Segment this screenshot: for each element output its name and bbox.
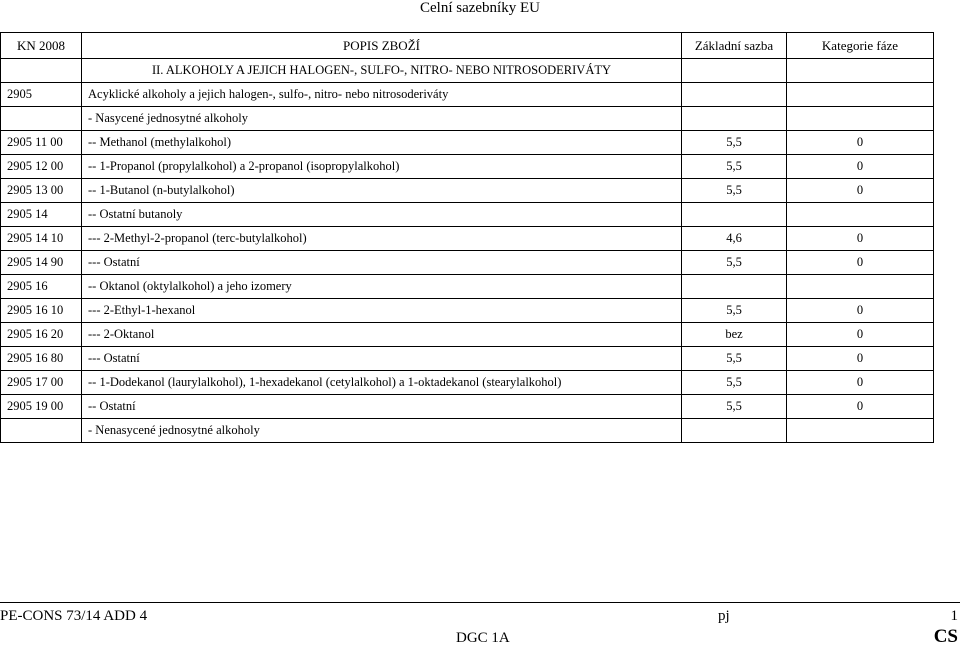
base-rate-cell: [682, 203, 787, 227]
table-row: [1, 323, 934, 347]
base-rate-cell: 5,5: [682, 131, 787, 155]
category-cell: 0: [787, 251, 934, 275]
table-row: [1, 179, 934, 203]
footer-language-code: CS: [933, 626, 958, 647]
kn-cell: 2905 11 00: [1, 131, 82, 155]
description-cell: - Nenasycené jednosytné alkoholy: [82, 419, 682, 443]
footer-document-ref: PE-CONS 73/14 ADD 4: [0, 608, 148, 624]
table-row: [1, 131, 934, 155]
kn-cell: 2905 19 00: [1, 395, 82, 419]
category-cell: 0: [787, 323, 934, 347]
kn-cell: 2905 14 10: [1, 227, 82, 251]
kn-cell: 2905 13 00: [1, 179, 82, 203]
table-row: [1, 275, 934, 299]
category-cell: [787, 107, 934, 131]
base-rate-cell: 5,5: [682, 251, 787, 275]
base-rate-cell: [682, 275, 787, 299]
description-cell: -- Ostatní: [82, 395, 682, 419]
description-cell: --- Ostatní: [82, 347, 682, 371]
category-cell: 0: [787, 227, 934, 251]
category-cell: 0: [787, 155, 934, 179]
kn-cell: [1, 59, 82, 83]
kn-cell: 2905 14: [1, 203, 82, 227]
footer-divider: [0, 602, 960, 603]
table-row: [1, 347, 934, 371]
description-cell: --- 2-Methyl-2-propanol (terc-butylalkohol): [82, 227, 682, 251]
table-header-row: [1, 33, 934, 59]
category-cell: [787, 203, 934, 227]
table-row: [1, 155, 934, 179]
description-cell: -- Methanol (methylalkohol): [82, 131, 682, 155]
description-cell: -- 1-Dodekanol (laurylalkohol), 1-hexadekanol (cetylalkohol) a 1-oktadekanol (stearylalkohol): [82, 371, 682, 395]
base-rate-cell: [682, 107, 787, 131]
table-row: [1, 59, 934, 83]
table-row: [1, 251, 934, 275]
category-cell: 0: [787, 179, 934, 203]
kn-cell: [1, 419, 82, 443]
document-title: Celní sazebníky EU: [420, 0, 540, 16]
description-cell: --- 2-Ethyl-1-hexanol: [82, 299, 682, 323]
description-cell: - Nasycené jednosytné alkoholy: [82, 107, 682, 131]
category-cell: 0: [787, 299, 934, 323]
kn-cell: 2905: [1, 83, 82, 107]
base-rate-cell: bez: [682, 323, 787, 347]
footer-page-number: 1: [950, 608, 958, 624]
kn-cell: 2905 16 80: [1, 347, 82, 371]
category-cell: 0: [787, 131, 934, 155]
kn-cell: 2905 12 00: [1, 155, 82, 179]
base-rate-cell: [682, 59, 787, 83]
category-cell: 0: [787, 347, 934, 371]
base-rate-cell: 5,5: [682, 155, 787, 179]
category-cell: [787, 419, 934, 443]
header-category: Kategorie fáze: [787, 33, 934, 59]
category-cell: 0: [787, 371, 934, 395]
category-cell: 0: [787, 395, 934, 419]
description-cell: --- Ostatní: [82, 251, 682, 275]
base-rate-cell: 5,5: [682, 179, 787, 203]
category-cell: [787, 83, 934, 107]
description-cell: --- 2-Oktanol: [82, 323, 682, 347]
table-row: [1, 299, 934, 323]
description-cell: -- 1-Butanol (n-butylalkohol): [82, 179, 682, 203]
table-row: [1, 395, 934, 419]
kn-cell: 2905 16 20: [1, 323, 82, 347]
table-row: [1, 371, 934, 395]
footer-department: DGC 1A: [456, 630, 510, 646]
table-row: [1, 227, 934, 251]
base-rate-cell: 5,5: [682, 347, 787, 371]
description-cell: Acyklické alkoholy a jejich halogen-, sulfo-, nitro- nebo nitrosoderiváty: [82, 83, 682, 107]
description-cell: -- Ostatní butanoly: [82, 203, 682, 227]
category-cell: [787, 59, 934, 83]
base-rate-cell: 4,6: [682, 227, 787, 251]
base-rate-cell: 5,5: [682, 299, 787, 323]
kn-cell: 2905 16: [1, 275, 82, 299]
header-base-rate: Základní sazba: [682, 33, 787, 59]
base-rate-cell: [682, 419, 787, 443]
kn-cell: 2905 14 90: [1, 251, 82, 275]
table-row: [1, 203, 934, 227]
base-rate-cell: 5,5: [682, 371, 787, 395]
table-row: [1, 83, 934, 107]
table-row: [1, 419, 934, 443]
footer-initials: pj: [718, 608, 730, 624]
kn-cell: 2905 16 10: [1, 299, 82, 323]
base-rate-cell: 5,5: [682, 395, 787, 419]
header-kn: KN 2008: [1, 33, 82, 59]
tariff-table: [0, 32, 934, 443]
description-cell: -- 1-Propanol (propylalkohol) a 2-propanol (isopropylalkohol): [82, 155, 682, 179]
kn-cell: [1, 107, 82, 131]
description-cell: II. ALKOHOLY A JEJICH HALOGEN-, SULFO-, NITRO- NEBO NITROSODERIVÁTY: [82, 59, 682, 83]
category-cell: [787, 275, 934, 299]
header-description: POPIS ZBOŽÍ: [82, 33, 682, 59]
base-rate-cell: [682, 83, 787, 107]
table-row: [1, 107, 934, 131]
description-cell: -- Oktanol (oktylalkohol) a jeho izomery: [82, 275, 682, 299]
kn-cell: 2905 17 00: [1, 371, 82, 395]
